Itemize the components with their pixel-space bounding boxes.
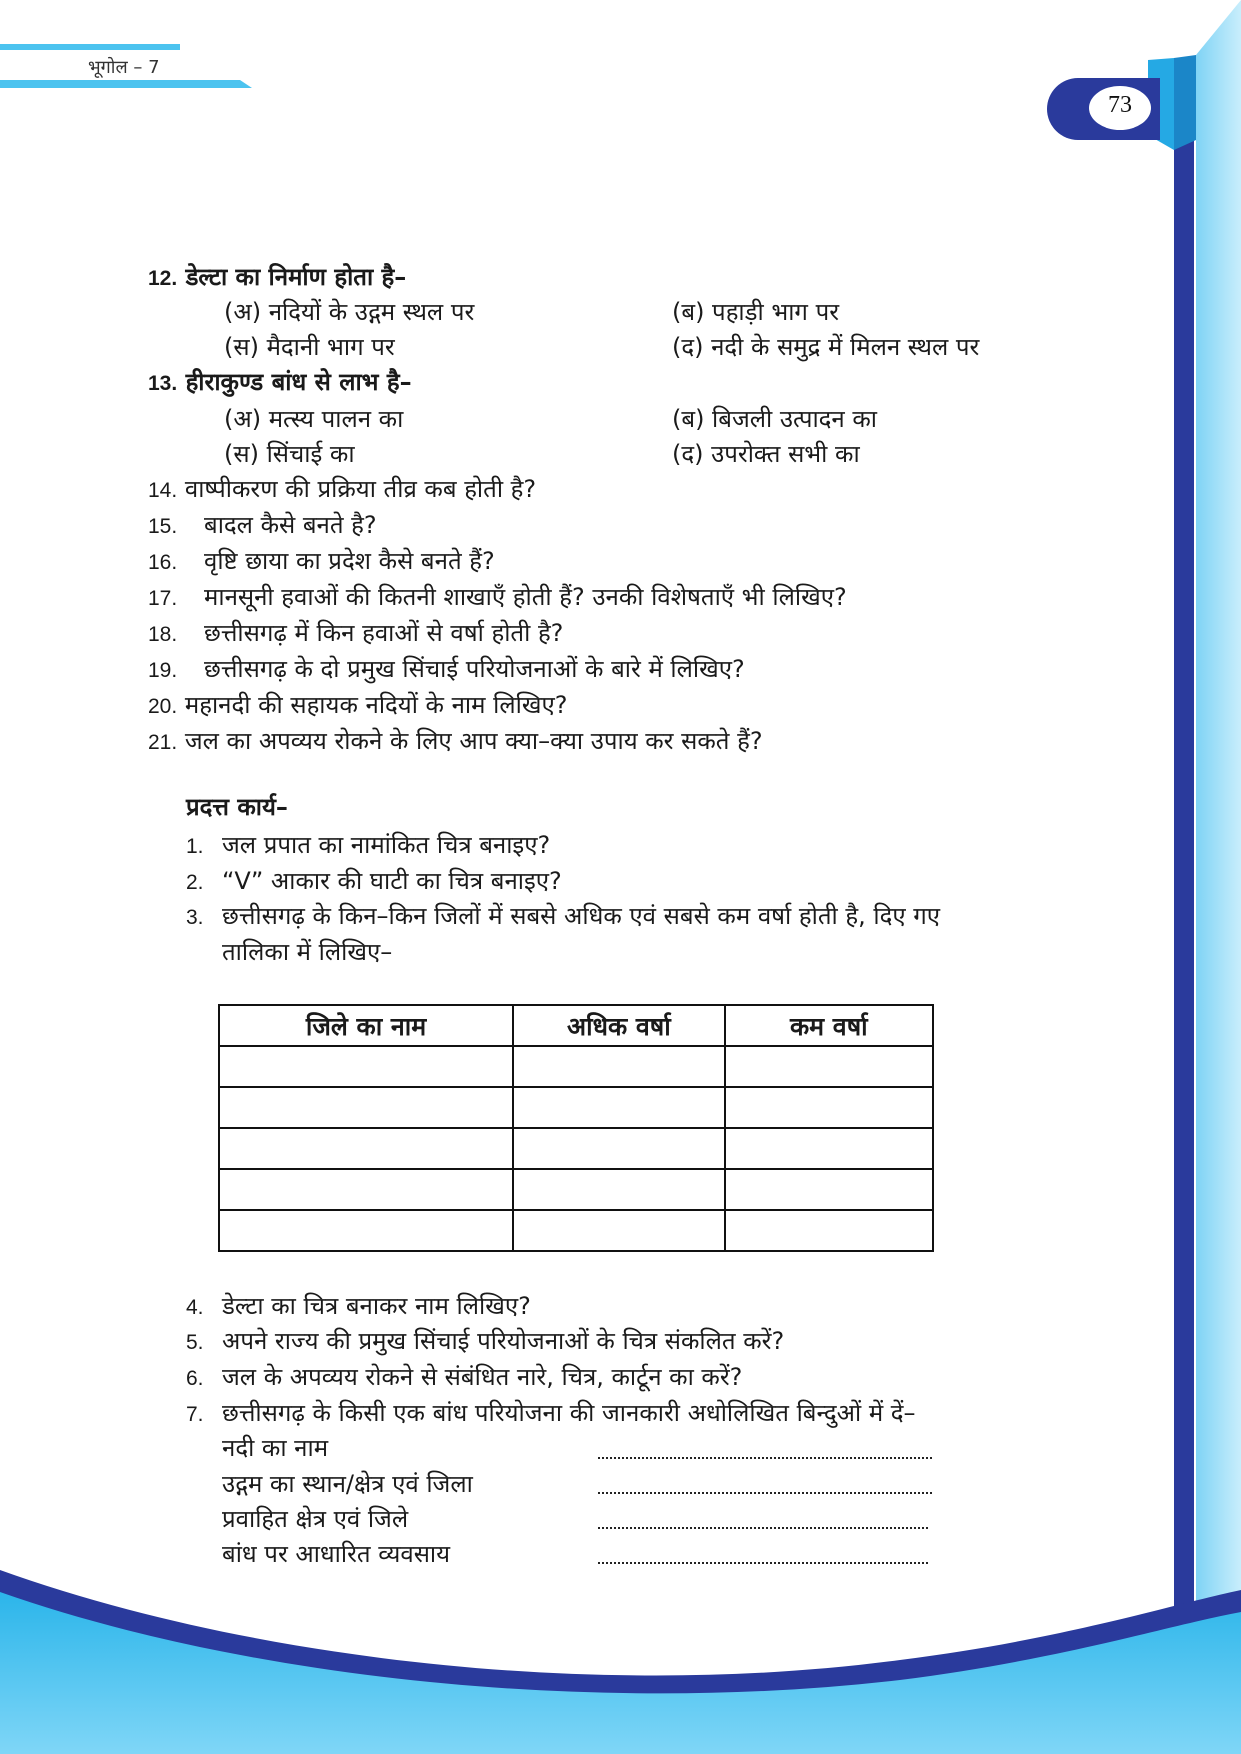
table-cell[interactable] [219, 1087, 513, 1128]
question-14: 14. वाष्पीकरण की प्रक्रिया तीव्र कब होती है? [148, 475, 537, 503]
q13-option-b: (ब) बिजली उत्पादन का [672, 405, 878, 433]
q12-option-c: (स) मैदानी भाग पर [224, 333, 395, 361]
field-line-flow-area[interactable] [598, 1527, 928, 1529]
table-cell[interactable] [725, 1046, 933, 1087]
activity-5: 5. अपने राज्य की प्रमुख सिंचाई परियोजनाओं के चित्र संकलित करें? [186, 1327, 785, 1355]
table-row [219, 1087, 933, 1128]
question-list [148, 474, 847, 762]
activity-3-continued: तालिका में लिखिए– [222, 938, 393, 966]
table-cell[interactable] [219, 1128, 513, 1169]
activity-3: 3. छत्तीसगढ़ के किन–किन जिलों में सबसे अधिक एवं सबसे कम वर्षा होती है, दिए गए [186, 902, 941, 930]
table-cell[interactable] [219, 1210, 513, 1251]
table-cell[interactable] [513, 1210, 724, 1251]
activity-6: 6. जल के अपव्यय रोकने से संबंधित नारे, चित्र, कार्टून का करें? [186, 1363, 743, 1391]
table-cell[interactable] [513, 1169, 724, 1210]
page-number: 73 [1108, 92, 1132, 118]
question-20: 20. महानदी की सहायक नदियों के नाम लिखिए? [148, 691, 568, 719]
table-cell[interactable] [725, 1087, 933, 1128]
q12-option-d: (द) नदी के समुद्र में मिलन स्थल पर [672, 333, 980, 361]
question-16: 16. वृष्टि छाया का प्रदेश कैसे बनते हैं? [148, 547, 495, 575]
table-row [219, 1210, 933, 1251]
question-17: 17. मानसूनी हवाओं की कितनी शाखाएँ होती हैं? उनकी विशेषताएँ भी लिखिए? [148, 583, 847, 611]
question-13: 13. हीराकुण्ड बांध से लाभ है– [148, 368, 412, 396]
q13-option-d: (द) उपरोक्त सभी का [672, 440, 860, 468]
question-12: 12. डेल्टा का निर्माण होता है– [148, 263, 407, 291]
field-line-dam-occupation[interactable] [598, 1562, 928, 1564]
question-15: 15. बादल कैसे बनते है? [148, 511, 377, 539]
q12-option-b: (ब) पहाड़ी भाग पर [672, 298, 840, 326]
table-cell[interactable] [219, 1046, 513, 1087]
column-header-low-rainfall: कम वर्षा [725, 1005, 933, 1046]
question-19: 19. छत्तीसगढ़ के दो प्रमुख सिंचाई परियोजनाओं के बारे में लिखिए? [148, 655, 745, 683]
table-cell[interactable] [513, 1046, 724, 1087]
table-cell[interactable] [725, 1210, 933, 1251]
table-row [219, 1128, 933, 1169]
q13-option-c: (स) सिंचाई का [224, 440, 355, 468]
q12-option-a: (अ) नदियों के उद्गम स्थल पर [224, 298, 475, 326]
rainfall-table [218, 1004, 934, 1252]
column-header-district: जिले का नाम [219, 1005, 513, 1046]
table-cell[interactable] [513, 1087, 724, 1128]
table-cell[interactable] [219, 1169, 513, 1210]
activities-heading: प्रदत्त कार्य– [186, 793, 288, 821]
table-row [219, 1046, 933, 1087]
field-label-dam-occupation: बांध पर आधारित व्यवसाय [222, 1540, 451, 1568]
header-subject: भूगोल – 7 [88, 57, 160, 78]
field-label-river-name: नदी का नाम [222, 1434, 329, 1462]
activity-7: 7. छत्तीसगढ़ के किसी एक बांध परियोजना की जानकारी अधोलिखित बिन्दुओं में दें– [186, 1399, 916, 1427]
activity-1: 1. जल प्रपात का नामांकित चित्र बनाइए? [186, 831, 551, 859]
question-21: 21. जल का अपव्यय रोकने के लिए आप क्या–क्या उपाय कर सकते हैं? [148, 727, 763, 755]
table-cell[interactable] [725, 1128, 933, 1169]
activity-4: 4. डेल्टा का चित्र बनाकर नाम लिखिए? [186, 1292, 531, 1320]
question-18: 18. छत्तीसगढ़ में किन हवाओं से वर्षा होती है? [148, 619, 564, 647]
field-label-flow-area: प्रवाहित क्षेत्र एवं जिले [222, 1505, 409, 1533]
field-line-origin[interactable] [598, 1492, 932, 1494]
table-row [219, 1169, 933, 1210]
table-cell[interactable] [725, 1169, 933, 1210]
table-header-row [219, 1005, 933, 1046]
q13-option-a: (अ) मत्स्य पालन का [224, 405, 404, 433]
column-header-high-rainfall: अधिक वर्षा [513, 1005, 724, 1046]
activity-2: 2. “V” आकार की घाटी का चित्र बनाइए? [186, 867, 562, 895]
field-line-river-name[interactable] [598, 1457, 932, 1459]
table-cell[interactable] [513, 1128, 724, 1169]
field-label-origin: उद्गम का स्थान/क्षेत्र एवं जिला [222, 1470, 473, 1498]
